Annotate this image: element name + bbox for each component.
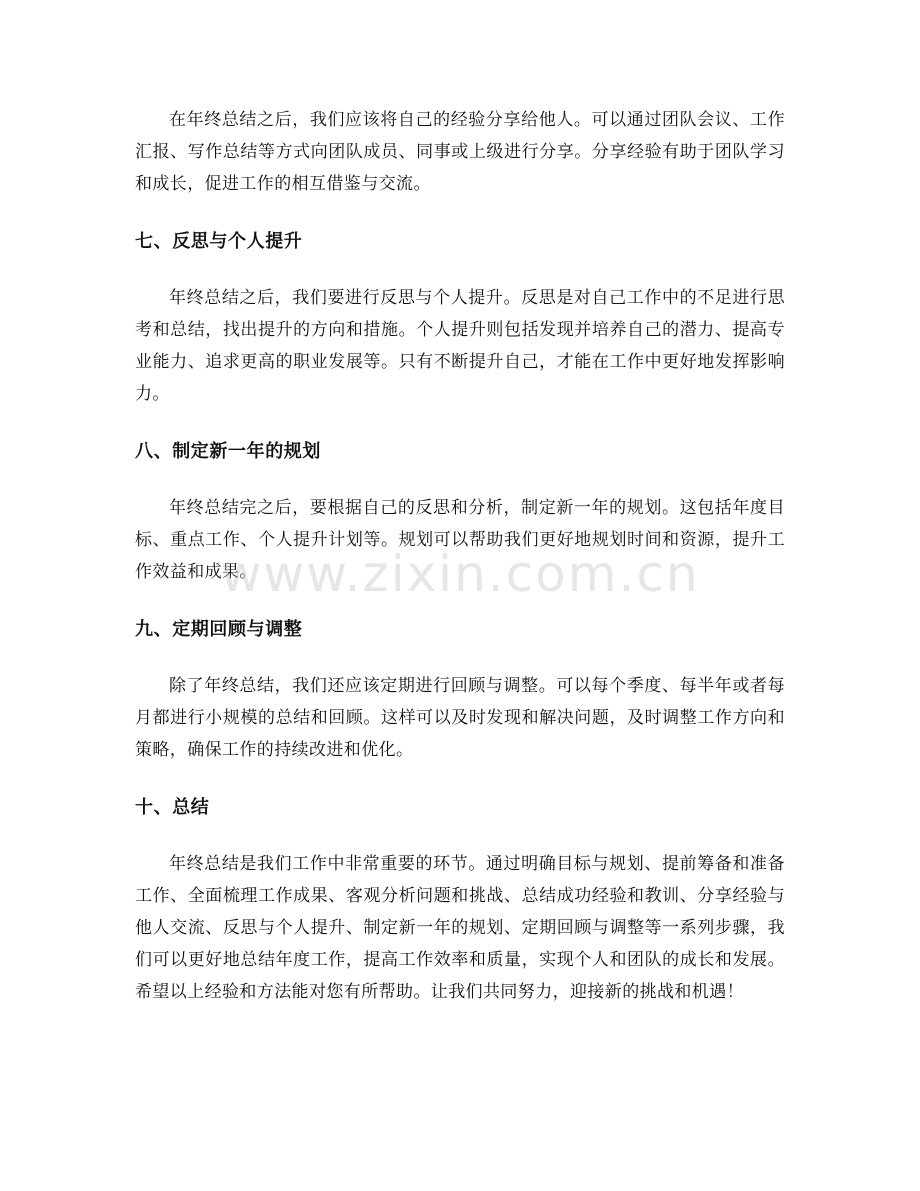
document-body [135,104,785,1008]
intro-paragraph: 在年终总结之后，我们应该将自己的经验分享给他人。可以通过团队会议、工作汇报、写作总结等方式向团队成员、同事或上级进行分享。分享经验有助于团队学习和成长，促进工作的相互借鉴与交流。 [135,110,785,194]
section-heading-9: 九、定期回顾与调整 [135,619,303,640]
watermark: www.zixin.com.cn [220,545,700,603]
section-heading-10: 十、总结 [135,797,210,818]
section-paragraph-7: 年终总结之后，我们要进行反思与个人提升。反思是对自己工作中的不足进行思考和总结，找出提升的方向和措施。个人提升则包括发现并培养自己的潜力、提高专业能力、追求更高的职业发展等。只有不断提升自己，才能在工作中更好地发挥影响力。 [135,288,785,404]
section-paragraph-10: 年终总结是我们工作中非常重要的环节。通过明确目标与规划、提前筹备和准备工作、全面梳理工作成果、客观分析问题和挑战、总结成功经验和教训、分享经验与他人交流、反思与个人提升、制定新一年的规划、定期回顾与调整等一系列步骤，我们可以更好地总结年度工作，提高工作效率和质量，实现个人和团队的成长和发展。希望以上经验和方法能对您有所帮助。让我们共同努力，迎接新的挑战和机遇！ [135,854,785,1002]
section-paragraph-8: 年终总结完之后，要根据自己的反思和分析，制定新一年的规划。这包括年度目标、重点工作、个人提升计划等。规划可以帮助我们更好地规划时间和资源，提升工作效益和成果。 [135,498,785,582]
section-heading-7: 七、反思与个人提升 [135,231,303,252]
section-paragraph-9: 除了年终总结，我们还应该定期进行回顾与调整。可以每个季度、每半年或者每月都进行小规模的总结和回顾。这样可以及时发现和解决问题，及时调整工作方向和策略，确保工作的持续改进和优化。 [135,676,785,760]
section-heading-8: 八、制定新一年的规划 [135,441,321,462]
